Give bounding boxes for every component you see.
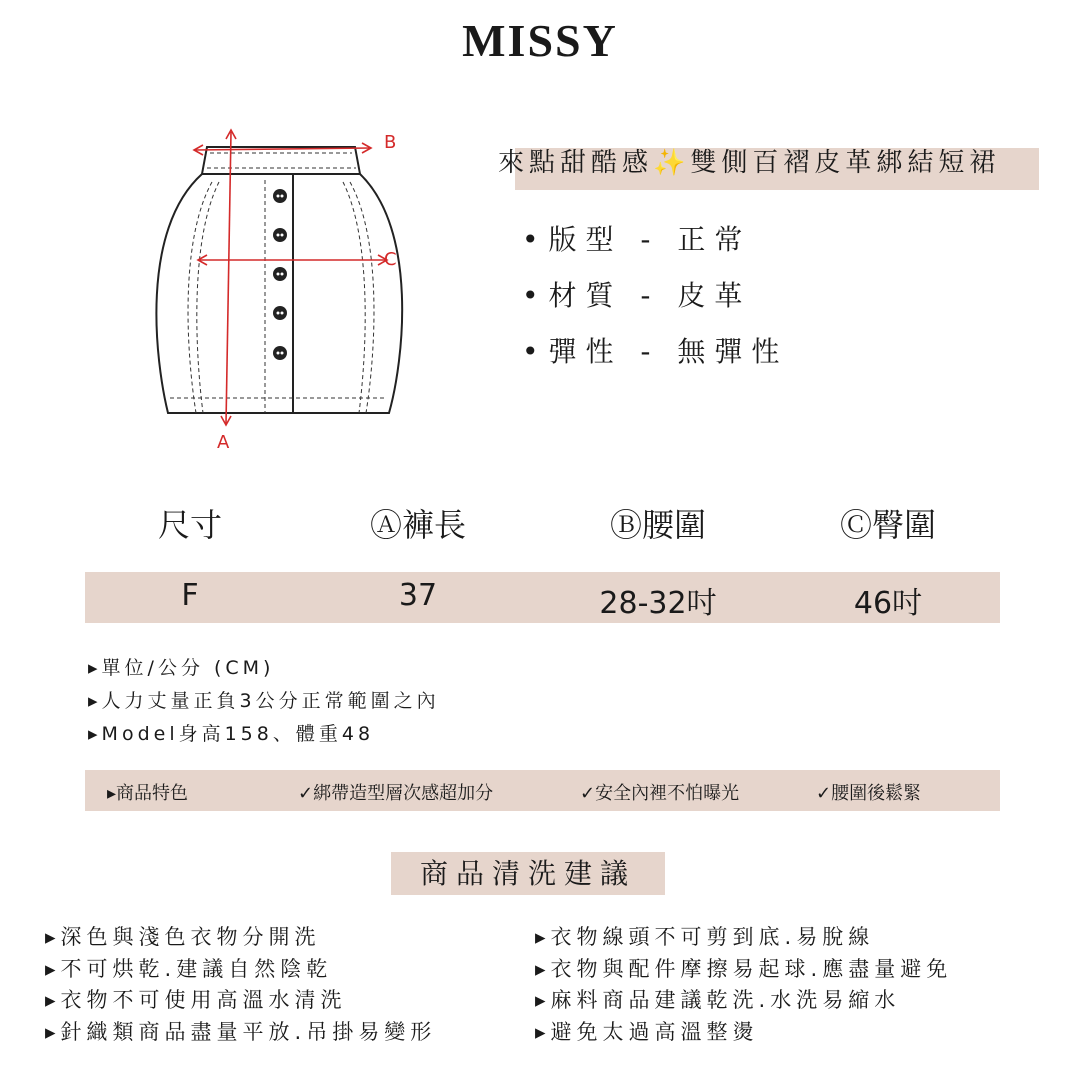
cell-waist: 28-32吋 — [599, 586, 717, 621]
header-waist: Ⓑ腰圍 — [609, 506, 706, 544]
spec-material: • 材質 - 皮革 — [522, 274, 788, 330]
header-size: 尺寸 — [157, 506, 222, 544]
cell-hip: 46吋 — [853, 586, 923, 621]
measurement-notes — [88, 652, 440, 751]
feature-item: ✓綁帶造型層次感超加分 — [298, 783, 494, 804]
wash-list-right — [535, 922, 952, 1048]
spec-elasticity: • 彈性 - 無彈性 — [522, 330, 788, 386]
note-model: ▸ Model身高158、體重48 — [88, 718, 440, 751]
spec-list — [522, 218, 788, 386]
wash-item: ▸ 衣物不可使用高溫水清洗 — [45, 985, 436, 1017]
wash-item: ▸ 衣物線頭不可剪到底.易脫線 — [535, 922, 952, 954]
brand-logo: MISSY — [462, 15, 618, 66]
label-b: B — [384, 132, 397, 153]
note-unit: ▸ 單位/公分 (CM) — [88, 652, 440, 685]
header-length: Ⓐ褲長 — [369, 506, 466, 544]
header-hip: Ⓒ臀圍 — [839, 506, 936, 544]
wash-item: ▸ 不可烘乾.建議自然陰乾 — [45, 954, 436, 986]
features-label: ▸商品特色 — [107, 783, 189, 804]
wash-item: ▸ 避免太過高溫整燙 — [535, 1017, 952, 1049]
label-a: A — [217, 432, 230, 453]
note-tolerance: ▸ 人力丈量正負3公分正常範圍之內 — [88, 685, 440, 718]
spec-fit: • 版型 - 正常 — [522, 218, 788, 274]
feature-item: ✓腰圍後鬆緊 — [816, 783, 922, 804]
cell-size: F — [181, 578, 199, 613]
wash-item: ▸ 深色與淺色衣物分開洗 — [45, 922, 436, 954]
wash-item: ▸ 針織類商品盡量平放.吊掛易變形 — [45, 1017, 436, 1049]
cell-length: 37 — [398, 578, 438, 613]
skirt-measurement-diagram — [150, 120, 410, 455]
feature-item: ✓安全內裡不怕曝光 — [580, 783, 740, 804]
sparkle-icon: ✨ — [653, 148, 691, 178]
wash-item: ▸ 衣物與配件摩擦易起球.應盡量避免 — [535, 954, 952, 986]
button-icons — [273, 189, 287, 360]
product-title: 來點甜酷感✨雙側百褶皮革綁結短裙 — [498, 148, 1001, 178]
wash-list-left — [45, 922, 436, 1048]
measure-line-a — [226, 132, 231, 424]
wash-item: ▸ 麻料商品建議乾洗.水洗易縮水 — [535, 985, 952, 1017]
label-c: C — [384, 249, 397, 270]
wash-title: 商品清洗建議 — [419, 857, 636, 890]
